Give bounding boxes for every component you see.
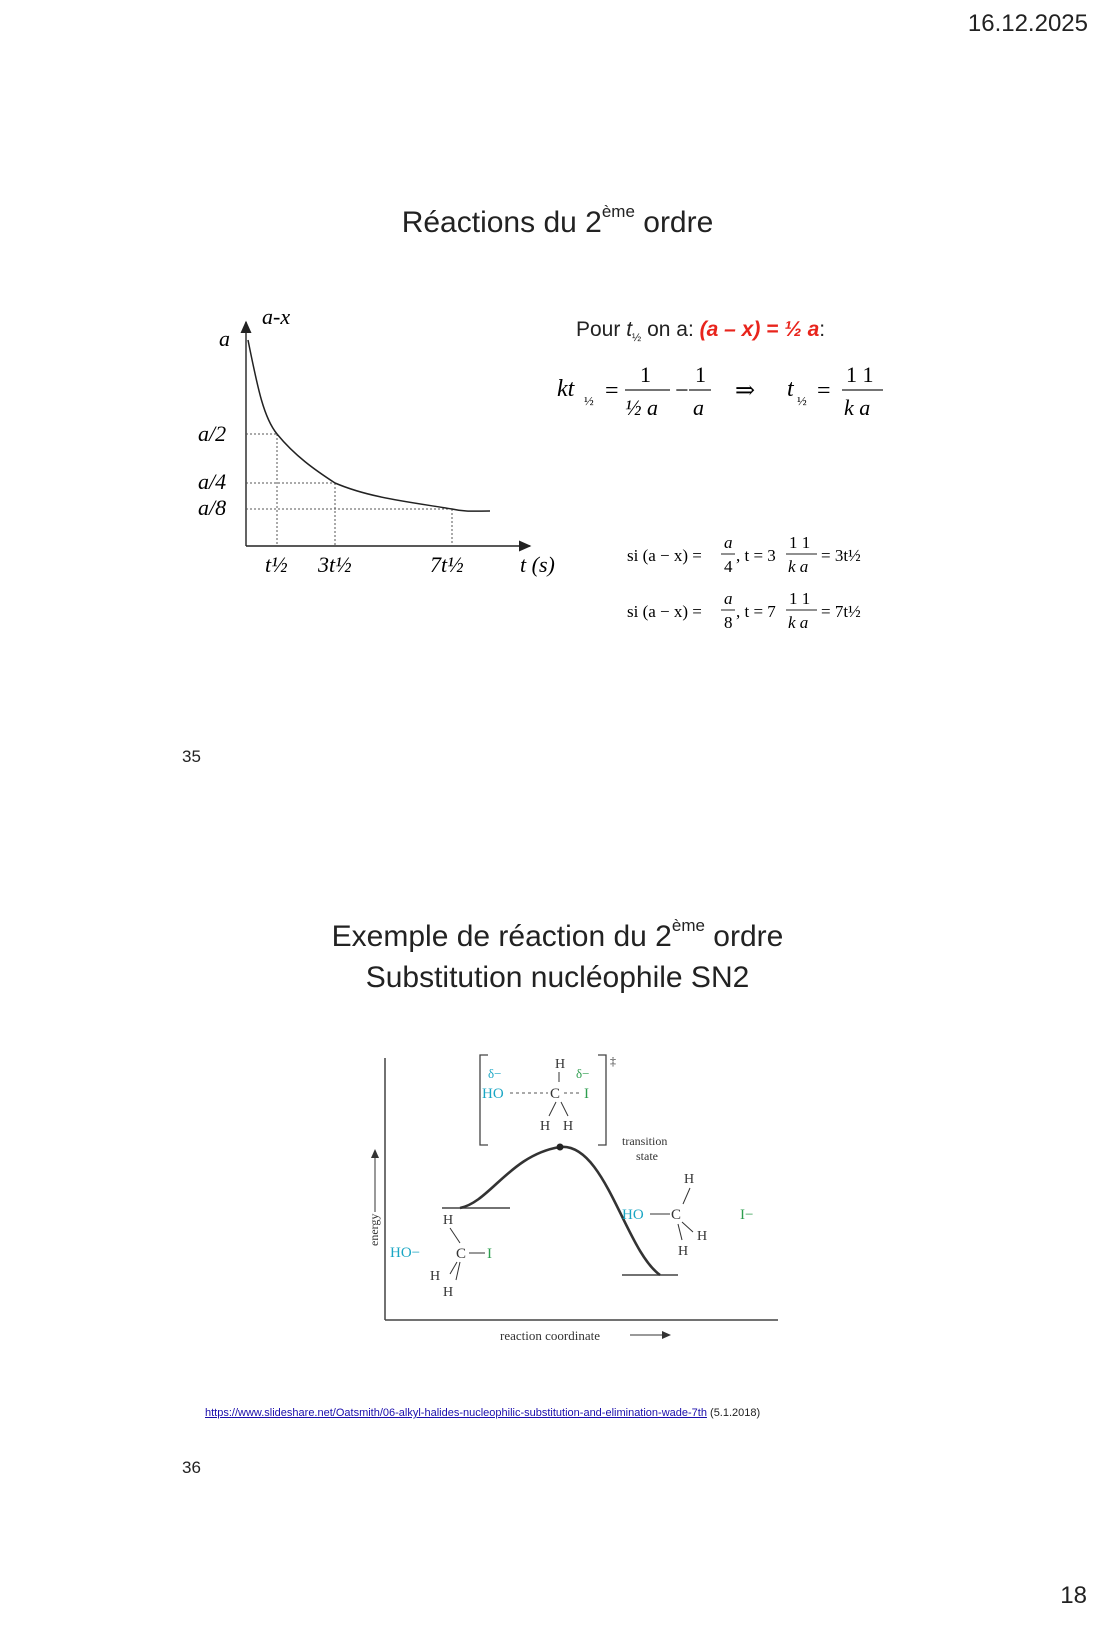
formula-implies: ⇒: [735, 378, 756, 404]
source-link[interactable]: https://www.slideshare.net/Oatsmith/06-alkyl-halides-nucleophilic-substitution-and-elimination-wade-7th: [205, 1407, 707, 1419]
slide-36-title: Exemple de réaction du 2ème ordre Substitution nucléophile SN2: [331, 916, 784, 994]
case-eighth: [627, 589, 861, 632]
y-tick-a8: a/8: [198, 495, 227, 520]
half-life-cases: [625, 532, 895, 642]
svg-text:H: H: [684, 1172, 695, 1187]
ts-delta-right: δ−: [576, 1066, 590, 1081]
x-tick-t-half: t½: [265, 552, 288, 577]
transition-label-2: state: [636, 1149, 658, 1163]
transition-label-1: transition: [622, 1134, 668, 1148]
y-tick-a2: a/2: [198, 421, 227, 446]
svg-text:1 1: 1 1: [789, 589, 811, 608]
case-quarter: [627, 533, 861, 576]
x-tick-7t-half: 7t½: [430, 552, 464, 577]
svg-text:= 7t½: = 7t½: [821, 602, 861, 621]
svg-text:H: H: [678, 1244, 689, 1259]
decay-curve: [248, 340, 490, 511]
product-carbon: C: [671, 1207, 682, 1223]
formula-lhs: kt: [557, 376, 575, 402]
concentration-time-graph: [190, 300, 590, 590]
guide-lines: [246, 434, 452, 546]
svg-text:si (a − x) =: si (a − x) =: [627, 602, 702, 621]
formula-eq-2: =: [817, 378, 831, 404]
formula-den-a: a: [693, 395, 704, 420]
reactant-iodine: I: [487, 1246, 492, 1262]
slide-35-number: 35: [182, 747, 201, 766]
ts-iodine: I: [584, 1086, 589, 1102]
svg-text:H: H: [540, 1119, 551, 1134]
page-date: 16.12.2025: [967, 10, 1088, 37]
formula-lhs-sub: ½: [584, 393, 594, 408]
svg-text:H: H: [430, 1269, 441, 1284]
ts-delta-left: δ−: [488, 1066, 502, 1081]
ts-hydroxide: HO: [482, 1086, 504, 1102]
formula-num-2: 1: [695, 362, 706, 387]
svg-text:k a: k a: [788, 613, 809, 632]
slide-35-title: Réactions du 2ème ordre: [401, 202, 714, 239]
x-axis-label: t (s): [520, 552, 555, 577]
svg-text:si (a − x) =: si (a − x) =: [627, 546, 702, 565]
formula-t: t: [787, 376, 794, 402]
formula-minus: −: [675, 378, 689, 404]
source-citation: [205, 1407, 760, 1419]
product-iodide: I−: [740, 1207, 754, 1223]
slide-36-number: 36: [182, 1458, 201, 1477]
svg-text:H: H: [697, 1229, 708, 1244]
svg-text:, t = 3: , t = 3: [736, 546, 776, 565]
svg-text:, t = 7: , t = 7: [736, 602, 776, 621]
svg-text:a: a: [724, 589, 733, 608]
y-tick-a4: a/4: [198, 469, 227, 494]
svg-text:H: H: [443, 1213, 454, 1228]
svg-text:H: H: [443, 1285, 454, 1300]
formula-num-1: 1: [640, 362, 651, 387]
svg-text:4: 4: [724, 557, 733, 576]
svg-text:1 1: 1 1: [789, 533, 811, 552]
x-tick-3t-half: 3t½: [318, 552, 352, 577]
dagger-symbol: ‡: [610, 1054, 616, 1068]
svg-text:8: 8: [724, 613, 733, 632]
ts-carbon: C: [550, 1086, 561, 1102]
formula-eq: =: [605, 378, 619, 404]
product-hydroxyl: HO: [622, 1207, 644, 1223]
sn2-energy-diagram: [360, 1050, 790, 1350]
formula-one-one: 1 1: [846, 362, 874, 387]
y-tick-a: a: [219, 326, 230, 351]
reactant-hydroxide: HO−: [390, 1245, 421, 1261]
formula-den-half-a: ½ a: [625, 395, 658, 420]
svg-text:H: H: [563, 1119, 574, 1134]
transition-state-point: [557, 1144, 564, 1151]
page-number: 18: [1060, 1582, 1087, 1609]
svg-text:a: a: [724, 533, 733, 552]
formula-k-a: k a: [844, 395, 871, 420]
energy-label: energy: [367, 1213, 381, 1246]
svg-text:k a: k a: [788, 557, 809, 576]
y-axis-label: a-x: [262, 304, 291, 329]
half-life-formula: [555, 358, 885, 438]
svg-text:= 3t½: = 3t½: [821, 546, 861, 565]
reactant-carbon: C: [456, 1246, 467, 1262]
svg-text:H: H: [555, 1057, 566, 1072]
reaction-coordinate-label: reaction coordinate: [500, 1328, 600, 1343]
source-date: (5.1.2018): [710, 1407, 761, 1419]
half-life-condition: Pour $t_{\frac{1}{2}}$ on a: (a – x) = ½ a:: [576, 318, 826, 345]
formula-t-sub: ½: [797, 393, 807, 408]
